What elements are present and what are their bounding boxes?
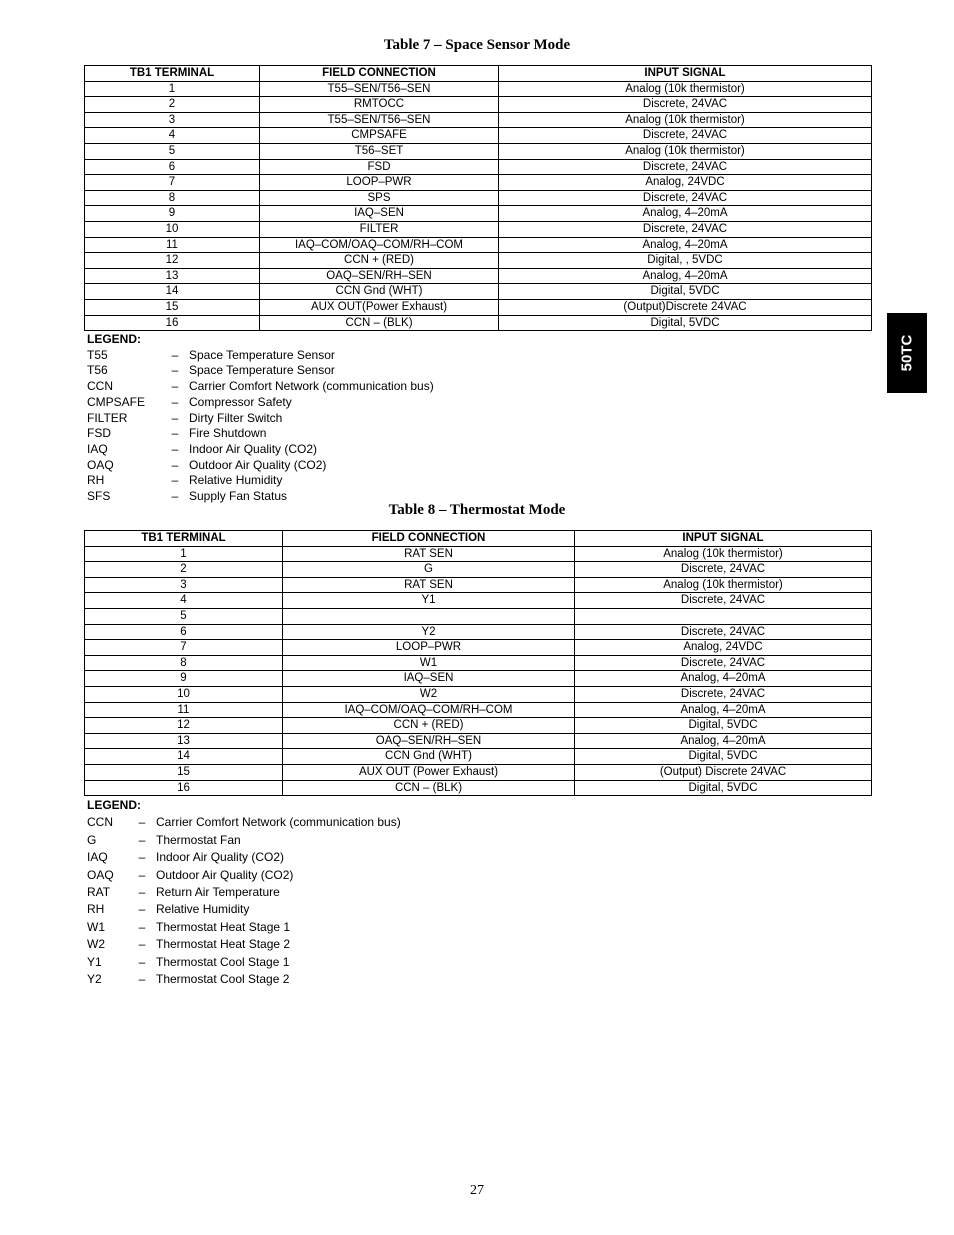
legend-abbreviation: W1	[87, 919, 105, 934]
table-cell: Digital, 5VDC	[499, 315, 872, 331]
column-header: FIELD CONNECTION	[260, 66, 499, 82]
table-cell: Analog, 24VDC	[575, 640, 872, 656]
legend-dash: –	[138, 954, 146, 969]
legend-definition: Thermostat Fan	[156, 832, 241, 847]
table-row	[85, 159, 872, 175]
table-cell: 8	[85, 655, 283, 671]
table-cell: W2	[283, 686, 575, 702]
table-row	[85, 299, 872, 315]
table-cell: (Output)Discrete 24VAC	[499, 299, 872, 315]
section-side-tab	[887, 313, 927, 393]
table-cell: Analog, 24VDC	[499, 175, 872, 191]
table8-body	[85, 546, 872, 796]
legend-dash: –	[138, 919, 146, 934]
table7-body	[85, 81, 872, 331]
table-cell: 9	[85, 206, 260, 222]
legend-abbreviation: RH	[87, 902, 105, 917]
table-row	[85, 206, 872, 222]
table-cell: Analog, 4–20mA	[575, 733, 872, 749]
table-cell: 6	[85, 624, 283, 640]
table-cell: AUX OUT(Power Exhaust)	[260, 299, 499, 315]
table-cell: T56–SET	[260, 143, 499, 159]
legend-definition: Thermostat Cool Stage 1	[156, 954, 290, 969]
legend-dash: –	[138, 867, 146, 882]
legend-abbreviation: G	[87, 832, 97, 847]
legend-abbreviation: W2	[87, 937, 105, 952]
table-cell: Analog (10k thermistor)	[499, 81, 872, 97]
legend-dash: –	[138, 885, 146, 900]
table-cell: 7	[85, 175, 260, 191]
table-cell: Discrete, 24VAC	[575, 655, 872, 671]
legend-abbreviation: FILTER	[87, 410, 128, 425]
table-header-row	[85, 66, 872, 82]
table-cell: G	[283, 562, 575, 578]
table-cell: 3	[85, 112, 260, 128]
legend-definition: Relative Humidity	[156, 902, 250, 917]
table-row	[85, 175, 872, 191]
table-cell: 8	[85, 190, 260, 206]
table-row	[85, 221, 872, 237]
table-cell: 5	[85, 143, 260, 159]
column-header: INPUT SIGNAL	[499, 66, 872, 82]
table-cell: Y1	[283, 593, 575, 609]
legend-dash: –	[138, 850, 146, 865]
table-cell: OAQ–SEN/RH–SEN	[260, 268, 499, 284]
legend-definition: Fire Shutdown	[189, 426, 267, 441]
table-cell: Y2	[283, 624, 575, 640]
legend-dash: –	[171, 441, 179, 456]
table-cell: Discrete, 24VAC	[575, 686, 872, 702]
table-row	[85, 593, 872, 609]
table-cell: Discrete, 24VAC	[575, 593, 872, 609]
table-cell: OAQ–SEN/RH–SEN	[283, 733, 575, 749]
space-sensor-mode-table	[84, 65, 872, 331]
legend-entry	[87, 473, 434, 489]
legend-entry	[87, 426, 434, 442]
table-cell: RAT SEN	[283, 577, 575, 593]
table-cell: AUX OUT (Power Exhaust)	[283, 764, 575, 780]
table-row	[85, 702, 872, 718]
table-cell: Discrete, 24VAC	[499, 190, 872, 206]
table-cell: IAQ–SEN	[260, 206, 499, 222]
legend-abbreviation: IAQ	[87, 850, 108, 865]
table-cell: 13	[85, 268, 260, 284]
legend-entry	[87, 901, 401, 918]
legend-definition: Outdoor Air Quality (CO2)	[189, 457, 327, 472]
legend-entry	[87, 411, 434, 427]
legend-dash: –	[171, 410, 179, 425]
legend-definition: Compressor Safety	[189, 394, 292, 409]
legend-items	[87, 814, 401, 988]
table-row	[85, 733, 872, 749]
legend-entry	[87, 919, 401, 936]
legend-definition: Carrier Comfort Network (communication bus)	[156, 815, 401, 830]
table-cell: Analog, 4–20mA	[575, 671, 872, 687]
table-cell: T55–SEN/T56–SEN	[260, 112, 499, 128]
table-cell: 3	[85, 577, 283, 593]
column-header: TB1 TERMINAL	[85, 66, 260, 82]
legend-definition: Carrier Comfort Network (communication bus)	[189, 379, 434, 394]
legend-abbreviation: Y2	[87, 972, 102, 987]
legend-dash: –	[171, 457, 179, 472]
legend-abbreviation: CCN	[87, 815, 113, 830]
table-cell: CCN Gnd (WHT)	[260, 284, 499, 300]
legend-definition: Relative Humidity	[189, 473, 283, 488]
table-cell: 12	[85, 253, 260, 269]
table-cell: SPS	[260, 190, 499, 206]
legend-entry	[87, 832, 401, 849]
legend-entry	[87, 363, 434, 379]
thermostat-mode-table	[84, 530, 872, 796]
table-header-row	[85, 531, 872, 547]
table-cell: Analog, 4–20mA	[499, 206, 872, 222]
table-cell: Discrete, 24VAC	[575, 624, 872, 640]
table-cell: CCN – (BLK)	[283, 780, 575, 796]
table-cell: CCN + (RED)	[283, 718, 575, 734]
table-row	[85, 128, 872, 144]
legend-definition: Space Temperature Sensor	[189, 363, 335, 378]
table-cell: 14	[85, 749, 283, 765]
table-cell: Discrete, 24VAC	[499, 97, 872, 113]
table-row	[85, 253, 872, 269]
legend-abbreviation: OAQ	[87, 867, 114, 882]
legend-dash: –	[138, 832, 146, 847]
table-cell: Digital, , 5VDC	[499, 253, 872, 269]
legend-dash: –	[171, 426, 179, 441]
table-cell: T55–SEN/T56–SEN	[260, 81, 499, 97]
legend-entry	[87, 458, 434, 474]
table-cell: Discrete, 24VAC	[575, 562, 872, 578]
table-row	[85, 268, 872, 284]
legend-abbreviation: CMPSAFE	[87, 394, 146, 409]
legend-entry	[87, 971, 401, 988]
table-cell: 6	[85, 159, 260, 175]
table-cell: CCN – (BLK)	[260, 315, 499, 331]
table-row	[85, 640, 872, 656]
table-cell: Analog (10k thermistor)	[575, 577, 872, 593]
legend-entry	[87, 849, 401, 866]
legend-items	[87, 348, 434, 505]
table-cell: Analog (10k thermistor)	[499, 112, 872, 128]
table-cell: 16	[85, 315, 260, 331]
table-cell: 9	[85, 671, 283, 687]
legend-dash: –	[171, 489, 179, 504]
table-cell: 10	[85, 686, 283, 702]
table-cell: RAT SEN	[283, 546, 575, 562]
legend-entry	[87, 814, 401, 831]
legend-definition: Thermostat Heat Stage 1	[156, 919, 291, 934]
table-cell: Digital, 5VDC	[499, 284, 872, 300]
legend-title: LEGEND:	[87, 332, 141, 346]
table-cell: (Output) Discrete 24VAC	[575, 764, 872, 780]
table8-legend	[87, 797, 401, 988]
table-cell: W1	[283, 655, 575, 671]
legend-definition: Thermostat Heat Stage 2	[156, 937, 291, 952]
table-cell: 4	[85, 593, 283, 609]
table-cell: 4	[85, 128, 260, 144]
table-cell: 13	[85, 733, 283, 749]
table-cell: RMTOCC	[260, 97, 499, 113]
legend-definition: Indoor Air Quality (CO2)	[156, 850, 285, 865]
legend-definition: Outdoor Air Quality (CO2)	[156, 867, 294, 882]
table-cell: 14	[85, 284, 260, 300]
table-row	[85, 97, 872, 113]
legend-abbreviation: Y1	[87, 954, 102, 969]
table-row	[85, 577, 872, 593]
legend-title: LEGEND:	[87, 798, 141, 812]
table-cell: CMPSAFE	[260, 128, 499, 144]
table-cell: Discrete, 24VAC	[499, 221, 872, 237]
legend-dash: –	[171, 379, 179, 394]
legend-entry	[87, 954, 401, 971]
side-tab-label: 50TC	[898, 334, 916, 372]
legend-abbreviation: SFS	[87, 489, 111, 504]
table-cell: 11	[85, 237, 260, 253]
legend-entry	[87, 442, 434, 458]
table-cell: LOOP–PWR	[283, 640, 575, 656]
legend-dash: –	[138, 937, 146, 952]
legend-dash: –	[138, 972, 146, 987]
table-row	[85, 718, 872, 734]
table-cell: Digital, 5VDC	[575, 718, 872, 734]
table-cell: Discrete, 24VAC	[499, 128, 872, 144]
legend-abbreviation: T55	[87, 347, 108, 362]
table-row	[85, 143, 872, 159]
table-row	[85, 780, 872, 796]
table-cell: IAQ–SEN	[283, 671, 575, 687]
table-cell: 5	[85, 608, 283, 624]
table-row	[85, 112, 872, 128]
table-cell: FSD	[260, 159, 499, 175]
table-cell	[575, 608, 872, 624]
table-cell: Discrete, 24VAC	[499, 159, 872, 175]
legend-entry	[87, 867, 401, 884]
table-row	[85, 608, 872, 624]
table-row	[85, 237, 872, 253]
table-cell: LOOP–PWR	[260, 175, 499, 191]
legend-abbreviation: OAQ	[87, 457, 114, 472]
table-cell: 7	[85, 640, 283, 656]
table-cell: FILTER	[260, 221, 499, 237]
table-cell: Digital, 5VDC	[575, 780, 872, 796]
legend-entry	[87, 348, 434, 364]
column-header: TB1 TERMINAL	[85, 531, 283, 547]
table-cell: 2	[85, 97, 260, 113]
table-cell: 15	[85, 764, 283, 780]
table-cell	[283, 608, 575, 624]
table-cell: 1	[85, 81, 260, 97]
table-row	[85, 686, 872, 702]
legend-definition: Indoor Air Quality (CO2)	[189, 441, 318, 456]
table-cell: 2	[85, 562, 283, 578]
legend-abbreviation: RH	[87, 473, 105, 488]
table-row	[85, 284, 872, 300]
legend-dash: –	[171, 347, 179, 362]
table-cell: Analog (10k thermistor)	[575, 546, 872, 562]
legend-entry	[87, 884, 401, 901]
table-cell: Analog, 4–20mA	[575, 702, 872, 718]
legend-dash: –	[171, 363, 179, 378]
legend-entry	[87, 379, 434, 395]
table-row	[85, 81, 872, 97]
table-cell: 12	[85, 718, 283, 734]
table-cell: Analog (10k thermistor)	[499, 143, 872, 159]
table-row	[85, 655, 872, 671]
legend-dash: –	[171, 394, 179, 409]
table-cell: Analog, 4–20mA	[499, 268, 872, 284]
table-row	[85, 671, 872, 687]
legend-dash: –	[171, 473, 179, 488]
table-row	[85, 749, 872, 765]
table7-legend	[87, 332, 434, 505]
legend-abbreviation: IAQ	[87, 441, 108, 456]
table-row	[85, 562, 872, 578]
legend-abbreviation: FSD	[87, 426, 111, 441]
table-cell: IAQ–COM/OAQ–COM/RH–COM	[260, 237, 499, 253]
legend-entry	[87, 936, 401, 953]
table-cell: 10	[85, 221, 260, 237]
table-row	[85, 315, 872, 331]
table-cell: 16	[85, 780, 283, 796]
legend-dash: –	[138, 815, 146, 830]
table-cell: 1	[85, 546, 283, 562]
legend-abbreviation: RAT	[87, 885, 111, 900]
table8-title: Table 8 – Thermostat Mode	[388, 502, 566, 518]
legend-definition: Supply Fan Status	[189, 489, 288, 504]
table-row	[85, 546, 872, 562]
table-row	[85, 190, 872, 206]
legend-abbreviation: T56	[87, 363, 108, 378]
page-number: 27	[470, 1183, 484, 1198]
legend-definition: Space Temperature Sensor	[189, 347, 335, 362]
column-header: FIELD CONNECTION	[283, 531, 575, 547]
table-cell: 15	[85, 299, 260, 315]
column-header: INPUT SIGNAL	[575, 531, 872, 547]
legend-definition: Dirty Filter Switch	[189, 410, 283, 425]
table-cell: 11	[85, 702, 283, 718]
table-cell: Analog, 4–20mA	[499, 237, 872, 253]
table-row	[85, 624, 872, 640]
table-cell: CCN + (RED)	[260, 253, 499, 269]
table-cell: IAQ–COM/OAQ–COM/RH–COM	[283, 702, 575, 718]
legend-entry	[87, 395, 434, 411]
table-row	[85, 764, 872, 780]
table-cell: Digital, 5VDC	[575, 749, 872, 765]
legend-definition: Return Air Temperature	[156, 885, 280, 900]
legend-dash: –	[138, 902, 146, 917]
table-cell: CCN Gnd (WHT)	[283, 749, 575, 765]
legend-abbreviation: CCN	[87, 379, 113, 394]
table7-title: Table 7 – Space Sensor Mode	[383, 37, 571, 53]
legend-definition: Thermostat Cool Stage 2	[156, 972, 290, 987]
